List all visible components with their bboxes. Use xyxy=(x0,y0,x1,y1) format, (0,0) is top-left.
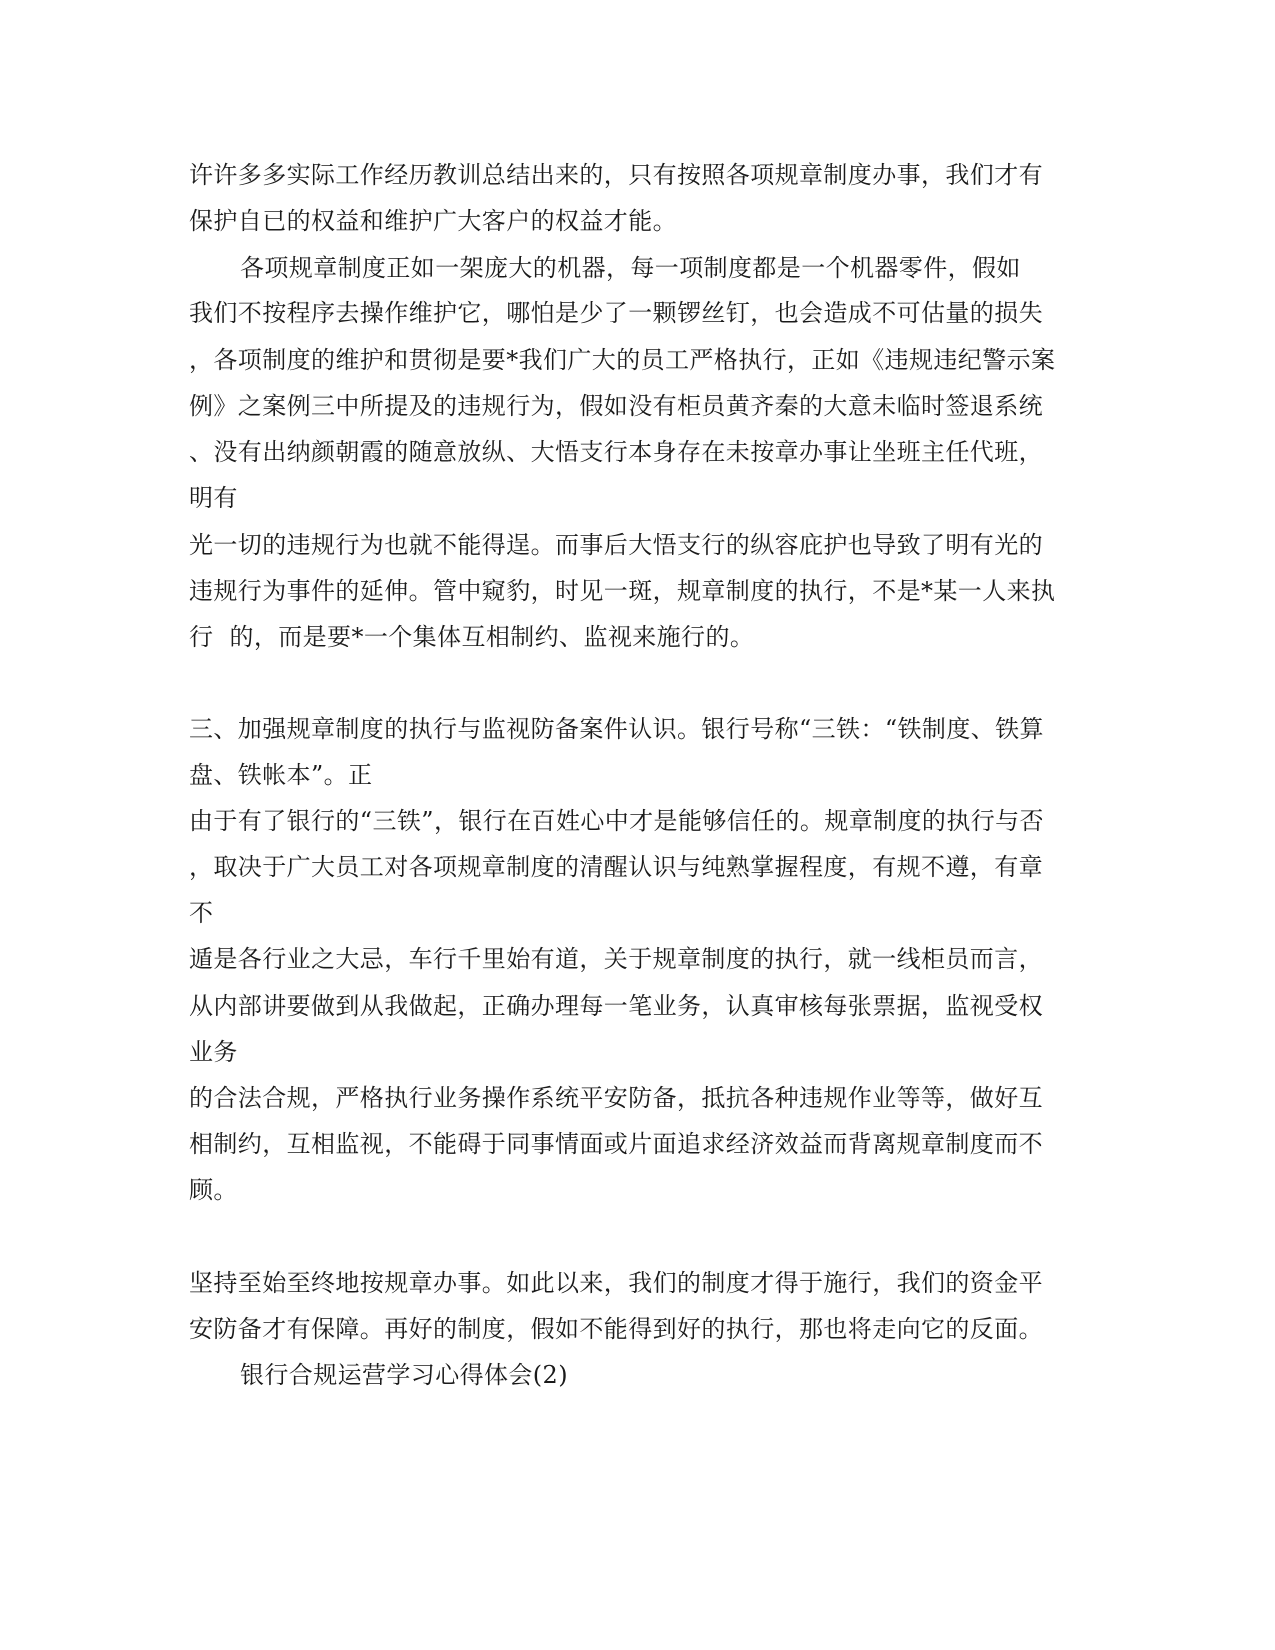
text-line-20: 的合法合规，严格执行业务操作系统平安防备，抵抗各种违规作业等等，做好互 xyxy=(189,1084,1043,1112)
text-line-19: 业务 xyxy=(189,1038,238,1066)
text-line-8: 明有 xyxy=(189,484,238,512)
text-line-18: 从内部讲要做到从我做起，正确办理每一笔业务，认真审核每张票据，监视受权 xyxy=(189,992,1043,1020)
text-line-1: 许许多多实际工作经历教训总结出来的，只有按照各项规章制度办事，我们才有 xyxy=(189,161,1043,189)
section-heading-3: 三、加强规章制度的执行与监视防备案件认识。银行号称“三铁：“铁制度、铁算 xyxy=(189,715,1044,743)
text-line-4: 我们不按程序去操作维护它，哪怕是少了一颗锣丝钉，也会造成不可估量的损失 xyxy=(189,299,1043,327)
text-line-9: 光一切的违规行为也就不能得逞。而事后大悟支行的纵容庇护也导致了明有光的 xyxy=(189,531,1043,559)
text-line-11: 行 的，而是要*一个集体互相制约、监视来施行的。 xyxy=(189,623,755,651)
text-line-2: 保护自已的权益和维护广大客户的权益才能。 xyxy=(189,207,677,235)
section-title: 银行合规运营学习心得体会(2) xyxy=(240,1361,568,1389)
text-line-5: ，各项制度的维护和贯彻是要*我们广大的员工严格执行，正如《违规违纪警示案 xyxy=(189,346,1056,374)
text-line-21: 相制约，互相监视，不能碍于同事情面或片面追求经济效益而背离规章制度而不 xyxy=(189,1130,1043,1158)
text-line-7: 、没有出纳颜朝霞的随意放纵、大悟支行本身存在未按章办事让坐班主任代班， xyxy=(189,438,1043,466)
text-line-22: 顾。 xyxy=(189,1176,238,1204)
text-line-24: 安防备才有保障。再好的制度，假如不能得到好的执行，那也将走向它的反面。 xyxy=(189,1315,1043,1343)
text-line-17: 遁是各行业之大忌，车行千里始有道，关于规章制度的执行，就一线柜员而言， xyxy=(189,945,1043,973)
text-line-16: 不 xyxy=(189,899,214,927)
text-line-23: 坚持至始至终地按规章办事。如此以来，我们的制度才得于施行，我们的资金平 xyxy=(189,1269,1043,1297)
text-line-13: 盘、铁帐本”。正 xyxy=(189,761,373,789)
text-line-15: ，取决于广大员工对各项规章制度的清醒认识与纯熟掌握程度，有规不遵，有章 xyxy=(189,853,1043,881)
text-line-3: 各项规章制度正如一架庞大的机器，每一项制度都是一个机器零件，假如 xyxy=(240,254,1021,282)
text-line-10: 违规行为事件的延伸。管中窥豹，时见一斑，规章制度的执行，不是*某一人来执 xyxy=(189,577,1056,605)
text-line-6: 例》之案例三中所提及的违规行为，假如没有柜员黄齐秦的大意未临时签退系统 xyxy=(189,392,1043,420)
text-line-14: 由于有了银行的“三铁”，银行在百姓心中才是能够信任的。规章制度的执行与否 xyxy=(189,807,1044,835)
